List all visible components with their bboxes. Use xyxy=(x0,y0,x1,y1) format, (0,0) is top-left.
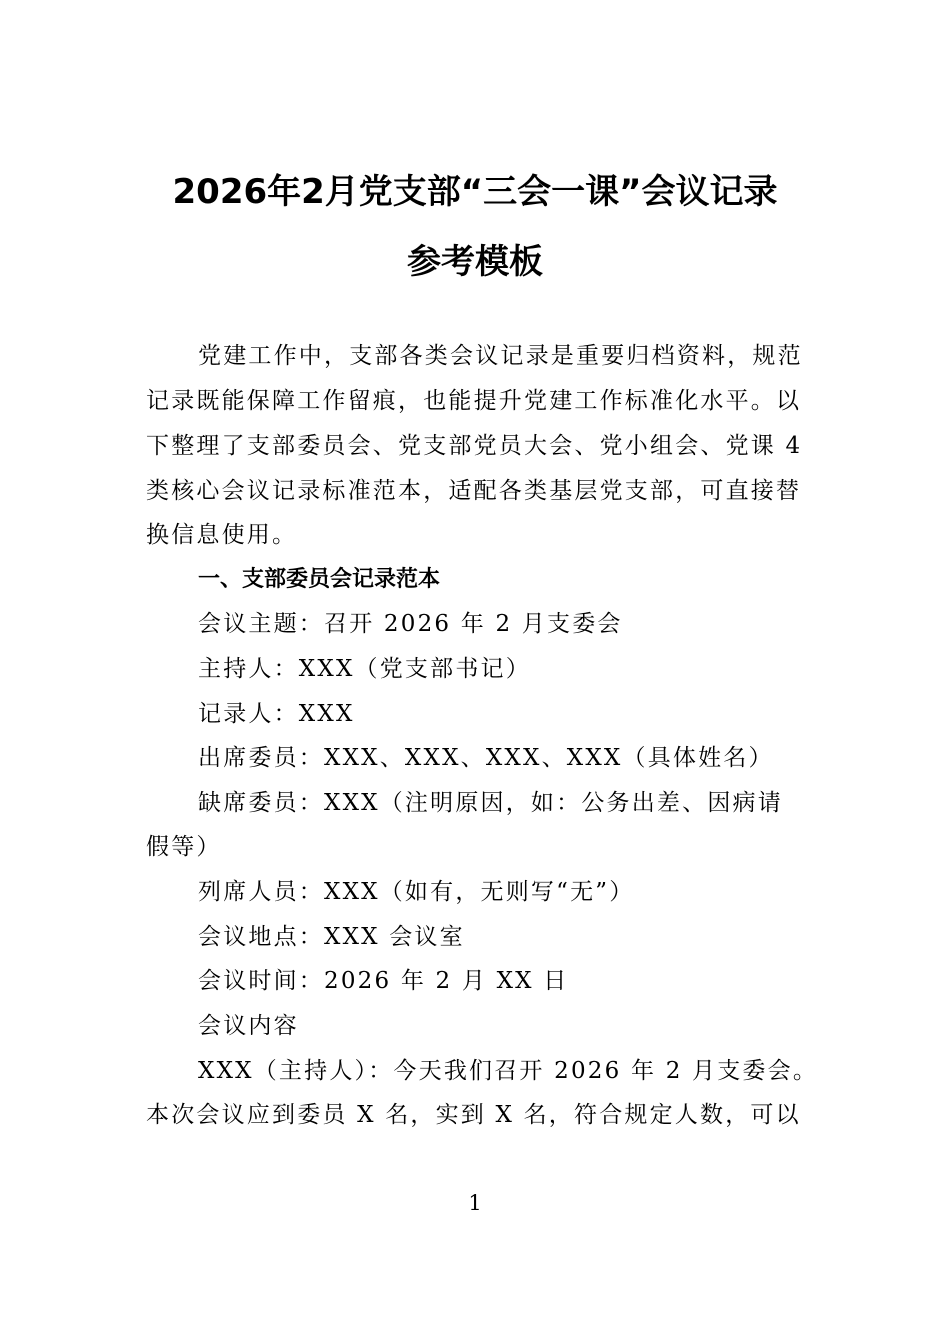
page-number: 1 xyxy=(468,1191,482,1215)
intro-line-2: 记录既能保障工作留痕，也能提升党建工作标准化水平。以 xyxy=(146,388,802,414)
field-attendees: 出席委员：XXX、XXX、XXX、XXX（具体姓名） xyxy=(198,745,774,771)
document-title-line-1: 2026年2月党支部“三会一课”会议记录 xyxy=(172,172,778,212)
content-line-1: XXX（主持人）：今天我们召开 2026 年 2 月支委会。 xyxy=(198,1058,819,1084)
field-host: 主持人：XXX（党支部书记） xyxy=(198,656,531,682)
intro-line-3: 下整理了支部委员会、党支部党员大会、党小组会、党课 4 xyxy=(146,433,803,459)
field-location: 会议地点：XXX 会议室 xyxy=(198,924,465,950)
field-absent-line-1: 缺席委员：XXX（注明原因，如：公务出差、因病请 xyxy=(198,790,783,816)
field-content-label: 会议内容 xyxy=(198,1013,299,1039)
field-guests: 列席人员：XXX（如有，无则写“无”） xyxy=(198,879,635,905)
content-line-2: 本次会议应到委员 X 名，实到 X 名，符合规定人数，可以 xyxy=(146,1102,801,1128)
field-recorder: 记录人：XXX xyxy=(198,701,355,727)
field-absent-line-2: 假等） xyxy=(146,834,222,860)
document-title-line-2: 参考模板 xyxy=(407,242,543,282)
field-topic: 会议主题：召开 2026 年 2 月支委会 xyxy=(198,611,623,637)
intro-line-4: 类核心会议记录标准范本，适配各类基层党支部，可直接替 xyxy=(146,478,802,504)
field-time: 会议时间：2026 年 2 月 XX 日 xyxy=(198,968,569,994)
section-heading-1: 一、支部委员会记录范本 xyxy=(198,567,441,592)
intro-line-1: 党建工作中，支部各类会议记录是重要归档资料，规范 xyxy=(198,343,803,369)
intro-line-5: 换信息使用。 xyxy=(146,522,298,548)
